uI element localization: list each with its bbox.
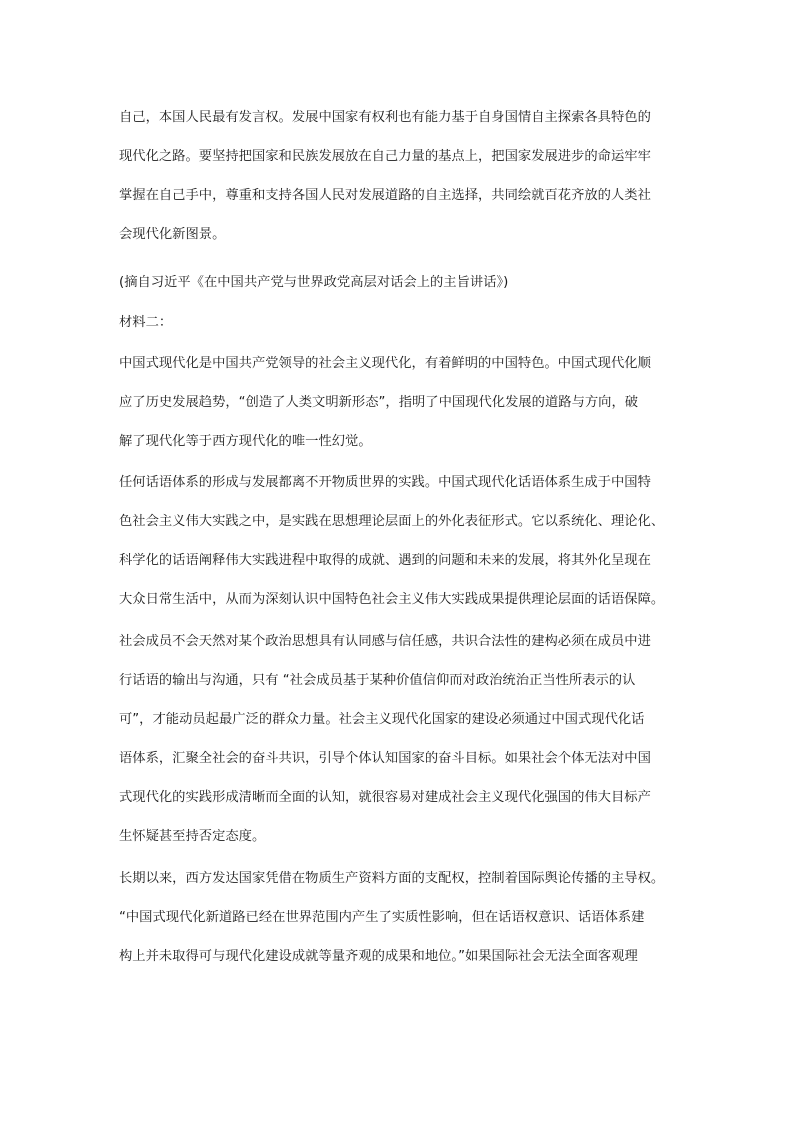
text-line: 社会成员不会天然对某个政治思想具有认同感与信任感，共识合法性的建构必须在成员中进: [119, 634, 651, 649]
text-line: 掌握在自己手中，尊重和支持各国人民对发展道路的自主选择，共同绘就百花齐放的人类社: [119, 188, 651, 203]
text-line: 应了历史发展趋势，“创造了人类文明新形态”，指明了中国现代化发展的道路与方向，破: [119, 395, 639, 410]
text-line: 行话语的输出与沟通，只有 “社会成员基于某种价值信仰而对政治统治正当性所表示的认: [119, 673, 636, 688]
text-line: 解了现代化等于西方现代化的唯一性幻觉。: [119, 434, 372, 449]
text-line: “中国式现代化新道路已经在世界范围内产生了实质性影响，但在话语权意识、话语体系建: [119, 910, 645, 925]
text-line: 会现代化新图景。: [119, 227, 226, 242]
text-line: 生怀疑甚至持否定态度。: [119, 829, 266, 844]
text-line: 长期以来，西方发达国家凭借在物质生产资料方面的支配权，控制着国际舆论传播的主导权。: [119, 871, 665, 886]
section-heading: 材料二：: [119, 315, 173, 330]
text-line: 中国式现代化是中国共产党领导的社会主义现代化，有着鲜明的中国特色。中国式现代化顺: [119, 356, 651, 371]
text-line: 科学化的话语阐释伟大实践进程中取得的成就、遇到的问题和未来的发展，将其外化呈现在: [119, 553, 651, 568]
text-line: 大众日常生活中，从而为深刻认识中国特色社会主义伟大实践成果提供理论层面的话语保障。: [119, 592, 665, 607]
text-line: 语体系，汇聚全社会的奋斗共识，引导个体认知国家的奋斗目标。如果社会个体无法对中国: [119, 751, 651, 766]
text-line: 任何话语体系的形成与发展都离不开物质世界的实践。中国式现代化话语体系生成于中国特: [119, 475, 651, 490]
text-line: 式现代化的实践形成清晰而全面的认知，就很容易对建成社会主义现代化强国的伟大目标产: [119, 790, 651, 805]
text-line: 构上并未取得可与现代化建设成就等量齐观的成果和地位。”如果国际社会无法全面客观理: [119, 949, 638, 964]
text-line: 色社会主义伟大实践之中，是实践在思想理论层面上的外化表征形式。它以系统化、理论化、: [119, 514, 665, 529]
text-line: 自己，本国人民最有发言权。发展中国家有权利也有能力基于自身国情自主探索各具特色的: [119, 110, 651, 125]
source-citation: (摘自习近平《在中国共产党与世界政党高层对话会上的主旨讲话》): [119, 275, 509, 290]
text-line: 可”，才能动员起最广泛的群众力量。社会主义现代化国家的建设必须通过中国式现代化话: [119, 712, 645, 727]
text-line: 现代化之路。要坚持把国家和民族发展放在自己力量的基点上，把国家发展进步的命运牢牢: [119, 149, 651, 164]
